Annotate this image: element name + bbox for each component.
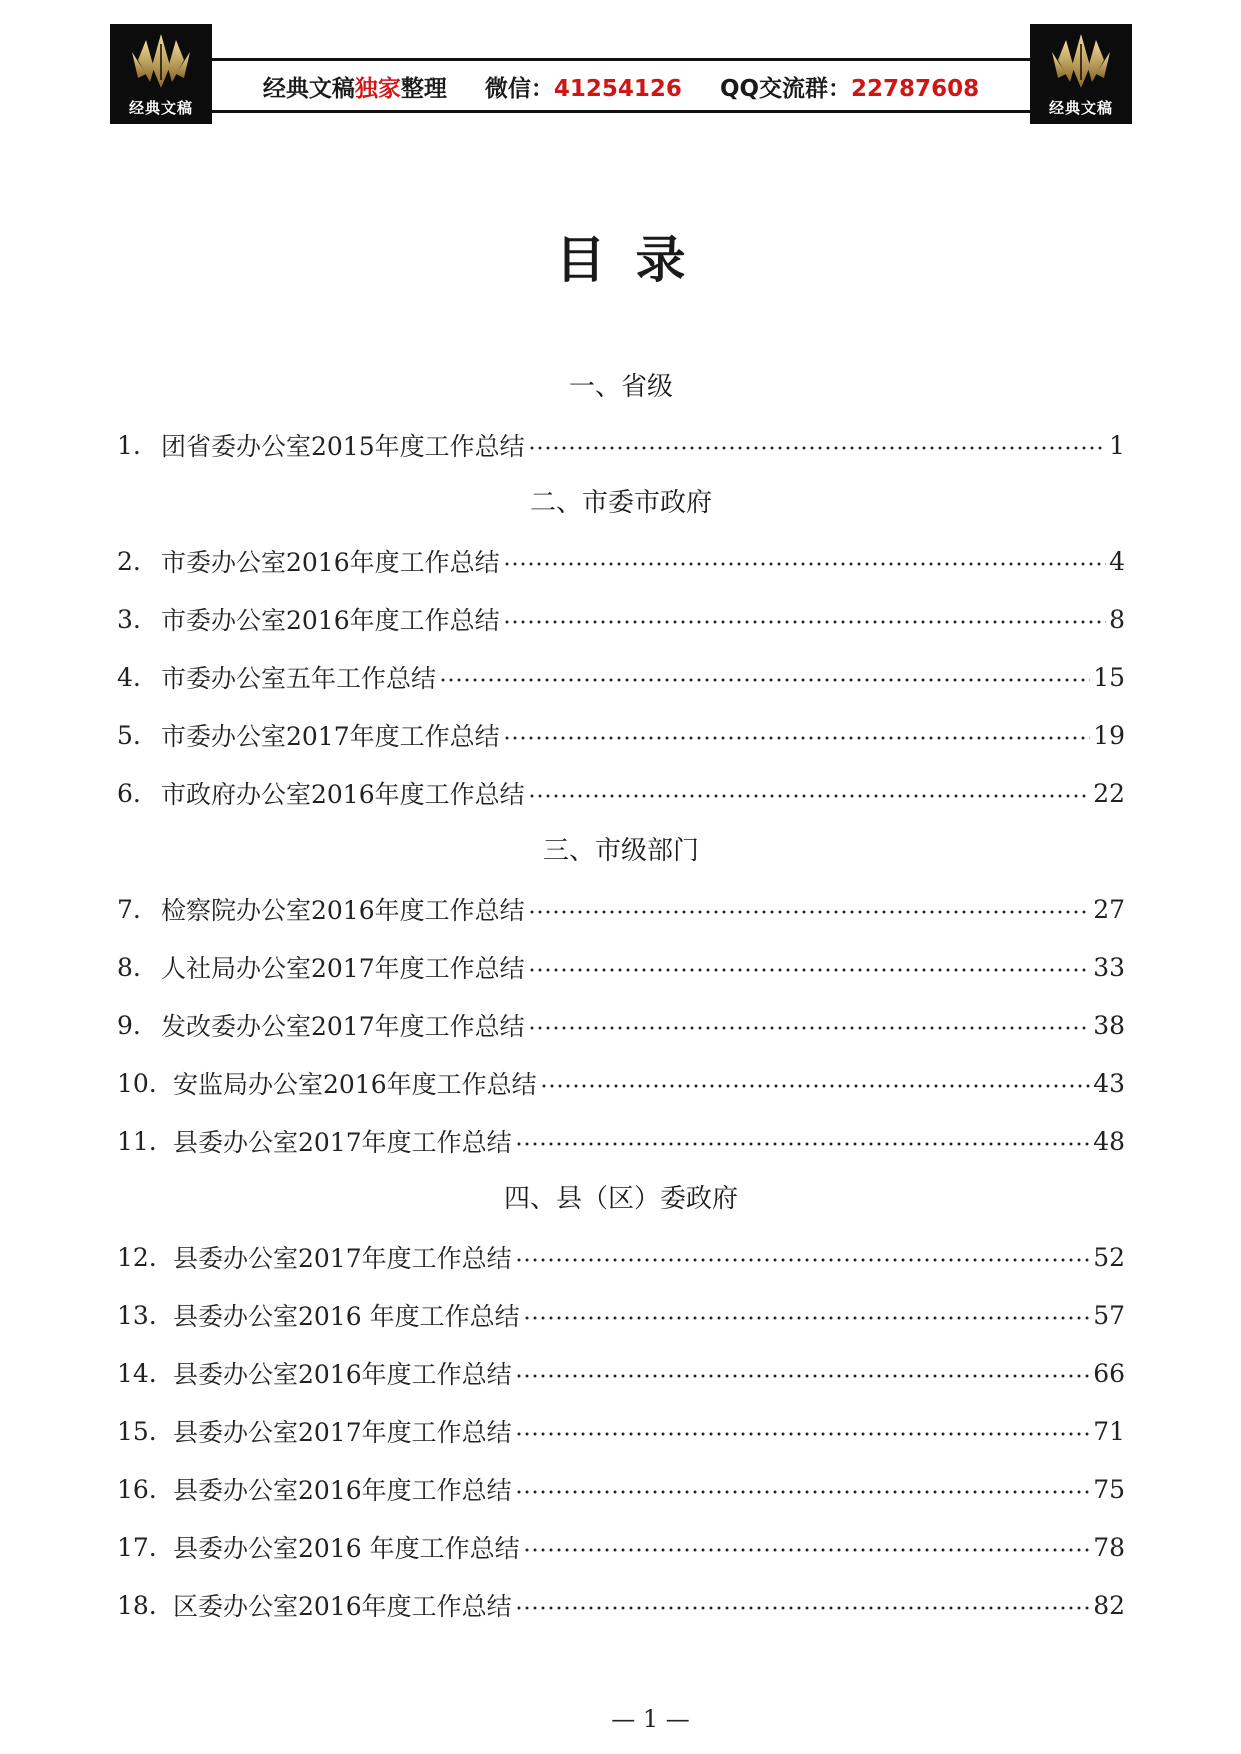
toc-entry-title: 县委办公室2016 年度工作总结 — [173, 1302, 520, 1331]
dot-leader — [515, 1258, 1091, 1262]
toc-entry[interactable] — [117, 532, 1125, 590]
dot-leader — [515, 1606, 1091, 1610]
toc-entry-page: 66 — [1093, 1358, 1125, 1388]
toc-entry-page: 33 — [1093, 952, 1125, 982]
toc-entry-page: 8 — [1109, 604, 1125, 634]
logo-text: 经典文稿 — [1048, 99, 1113, 117]
toc-entry-number: 14. — [117, 1358, 157, 1388]
toc-entry[interactable] — [117, 648, 1125, 706]
logo-right — [1030, 24, 1132, 124]
dot-leader — [528, 794, 1091, 798]
banner-brand: 经典文稿独家整理 — [262, 75, 447, 102]
toc-entry-title: 县委办公室2016 年度工作总结 — [173, 1534, 520, 1563]
toc-entry-title: 县委办公室2017年度工作总结 — [173, 1244, 512, 1273]
toc-entry-title: 人社局办公室2017年度工作总结 — [161, 954, 525, 983]
dot-leader — [439, 678, 1090, 682]
toc-entry-number: 15. — [117, 1416, 157, 1446]
toc-entry-number: 4. — [117, 662, 141, 692]
toc-entry[interactable] — [117, 1112, 1125, 1170]
toc-entry[interactable] — [117, 1054, 1125, 1112]
toc-entry-title: 市政府办公室2016年度工作总结 — [161, 780, 525, 809]
fountain-pen-logo-icon — [126, 30, 196, 92]
toc-entry-title: 检察院办公室2016年度工作总结 — [161, 896, 525, 925]
toc-entry-page: 78 — [1093, 1532, 1125, 1562]
toc-section-heading: 四、县（区）委政府 — [503, 1184, 738, 1214]
fountain-pen-logo-icon — [1046, 30, 1116, 92]
toc-entry-number: 18. — [117, 1590, 157, 1620]
banner-qq: QQ交流群：22787608 — [719, 75, 980, 102]
banner-wechat: 微信：41254126 — [484, 75, 682, 102]
toc-entry[interactable] — [117, 1518, 1125, 1576]
toc-entry-page: 52 — [1093, 1242, 1125, 1272]
toc-entry-page: 27 — [1093, 894, 1125, 924]
toc-entry-number: 17. — [117, 1532, 157, 1562]
toc-entry[interactable] — [117, 1402, 1125, 1460]
toc-entry-number: 10. — [117, 1068, 157, 1098]
banner-rule-top — [212, 58, 1030, 61]
dot-leader — [515, 1432, 1091, 1436]
toc-entry[interactable] — [117, 880, 1125, 938]
banner-rule-bottom — [212, 110, 1030, 113]
dot-leader — [503, 736, 1091, 740]
toc-entry-page: 19 — [1093, 720, 1125, 750]
dot-leader — [528, 446, 1106, 450]
logo-text: 经典文稿 — [128, 99, 193, 117]
toc-entry-number: 1. — [117, 430, 141, 460]
toc-section-heading: 一、省级 — [568, 372, 673, 402]
toc-entry-title: 团省委办公室2015年度工作总结 — [161, 432, 525, 461]
toc-entry-number: 3. — [117, 604, 141, 634]
toc-entry-number: 6. — [117, 778, 141, 808]
toc-entry-title: 区委办公室2016年度工作总结 — [173, 1592, 512, 1621]
toc-entry-page: 4 — [1109, 546, 1125, 576]
toc-entry-title: 发改委办公室2017年度工作总结 — [161, 1012, 525, 1041]
toc-entry-number: 12. — [117, 1242, 157, 1272]
toc-entry-title: 县委办公室2016年度工作总结 — [173, 1360, 512, 1389]
toc-entry-number: 11. — [117, 1126, 157, 1156]
page-title: 目录 — [555, 230, 716, 289]
dot-leader — [515, 1374, 1091, 1378]
toc-entry-page: 22 — [1093, 778, 1125, 808]
toc-entry-page: 15 — [1093, 662, 1125, 692]
toc-entry-page: 57 — [1093, 1300, 1125, 1330]
toc-entry[interactable] — [117, 1576, 1125, 1634]
toc-entry[interactable] — [117, 706, 1125, 764]
toc-entry[interactable] — [117, 590, 1125, 648]
dot-leader — [540, 1084, 1091, 1088]
table-of-contents — [117, 358, 1125, 1634]
page-number: — 1 — — [611, 1705, 690, 1733]
toc-entry-number: 5. — [117, 720, 141, 750]
toc-section-heading: 二、市委市政府 — [529, 488, 712, 518]
toc-entry-title: 县委办公室2016年度工作总结 — [173, 1476, 512, 1505]
toc-entry[interactable] — [117, 416, 1125, 474]
toc-entry-page: 1 — [1109, 430, 1125, 460]
toc-entry-page: 38 — [1093, 1010, 1125, 1040]
toc-entry-number: 8. — [117, 952, 141, 982]
dot-leader — [503, 620, 1106, 624]
toc-entry-number: 9. — [117, 1010, 141, 1040]
toc-entry[interactable] — [117, 1460, 1125, 1518]
dot-leader — [528, 968, 1091, 972]
toc-entry-title: 县委办公室2017年度工作总结 — [173, 1128, 512, 1157]
toc-entry-number: 13. — [117, 1300, 157, 1330]
dot-leader — [528, 910, 1091, 914]
toc-entry-page: 48 — [1093, 1126, 1125, 1156]
toc-section-heading: 三、市级部门 — [542, 836, 699, 866]
toc-entry-number: 2. — [117, 546, 141, 576]
toc-entry-page: 43 — [1093, 1068, 1125, 1098]
toc-entry-title: 市委办公室五年工作总结 — [161, 664, 437, 693]
dot-leader — [523, 1316, 1091, 1320]
logo-left — [110, 24, 212, 124]
toc-entry-number: 7. — [117, 894, 141, 924]
toc-entry-title: 县委办公室2017年度工作总结 — [173, 1418, 512, 1447]
dot-leader — [515, 1142, 1091, 1146]
banner-text — [212, 64, 1030, 108]
toc-entry-title: 市委办公室2017年度工作总结 — [161, 722, 500, 751]
header-banner — [110, 24, 1132, 124]
dot-leader — [503, 562, 1106, 566]
toc-entry[interactable] — [117, 1228, 1125, 1286]
toc-entry-number: 16. — [117, 1474, 157, 1504]
dot-leader — [515, 1490, 1091, 1494]
toc-entry-page: 71 — [1093, 1416, 1125, 1446]
toc-entry-page: 82 — [1093, 1590, 1125, 1620]
toc-entry[interactable] — [117, 938, 1125, 996]
toc-entry[interactable] — [117, 1286, 1125, 1344]
toc-entry[interactable] — [117, 764, 1125, 822]
toc-entry-title: 市委办公室2016年度工作总结 — [161, 606, 500, 635]
toc-entry-title: 市委办公室2016年度工作总结 — [161, 548, 500, 577]
toc-entry[interactable] — [117, 996, 1125, 1054]
dot-leader — [523, 1548, 1091, 1552]
toc-entry-title: 安监局办公室2016年度工作总结 — [173, 1070, 537, 1099]
toc-entry-page: 75 — [1093, 1474, 1125, 1504]
toc-entry[interactable] — [117, 1344, 1125, 1402]
dot-leader — [528, 1026, 1091, 1030]
